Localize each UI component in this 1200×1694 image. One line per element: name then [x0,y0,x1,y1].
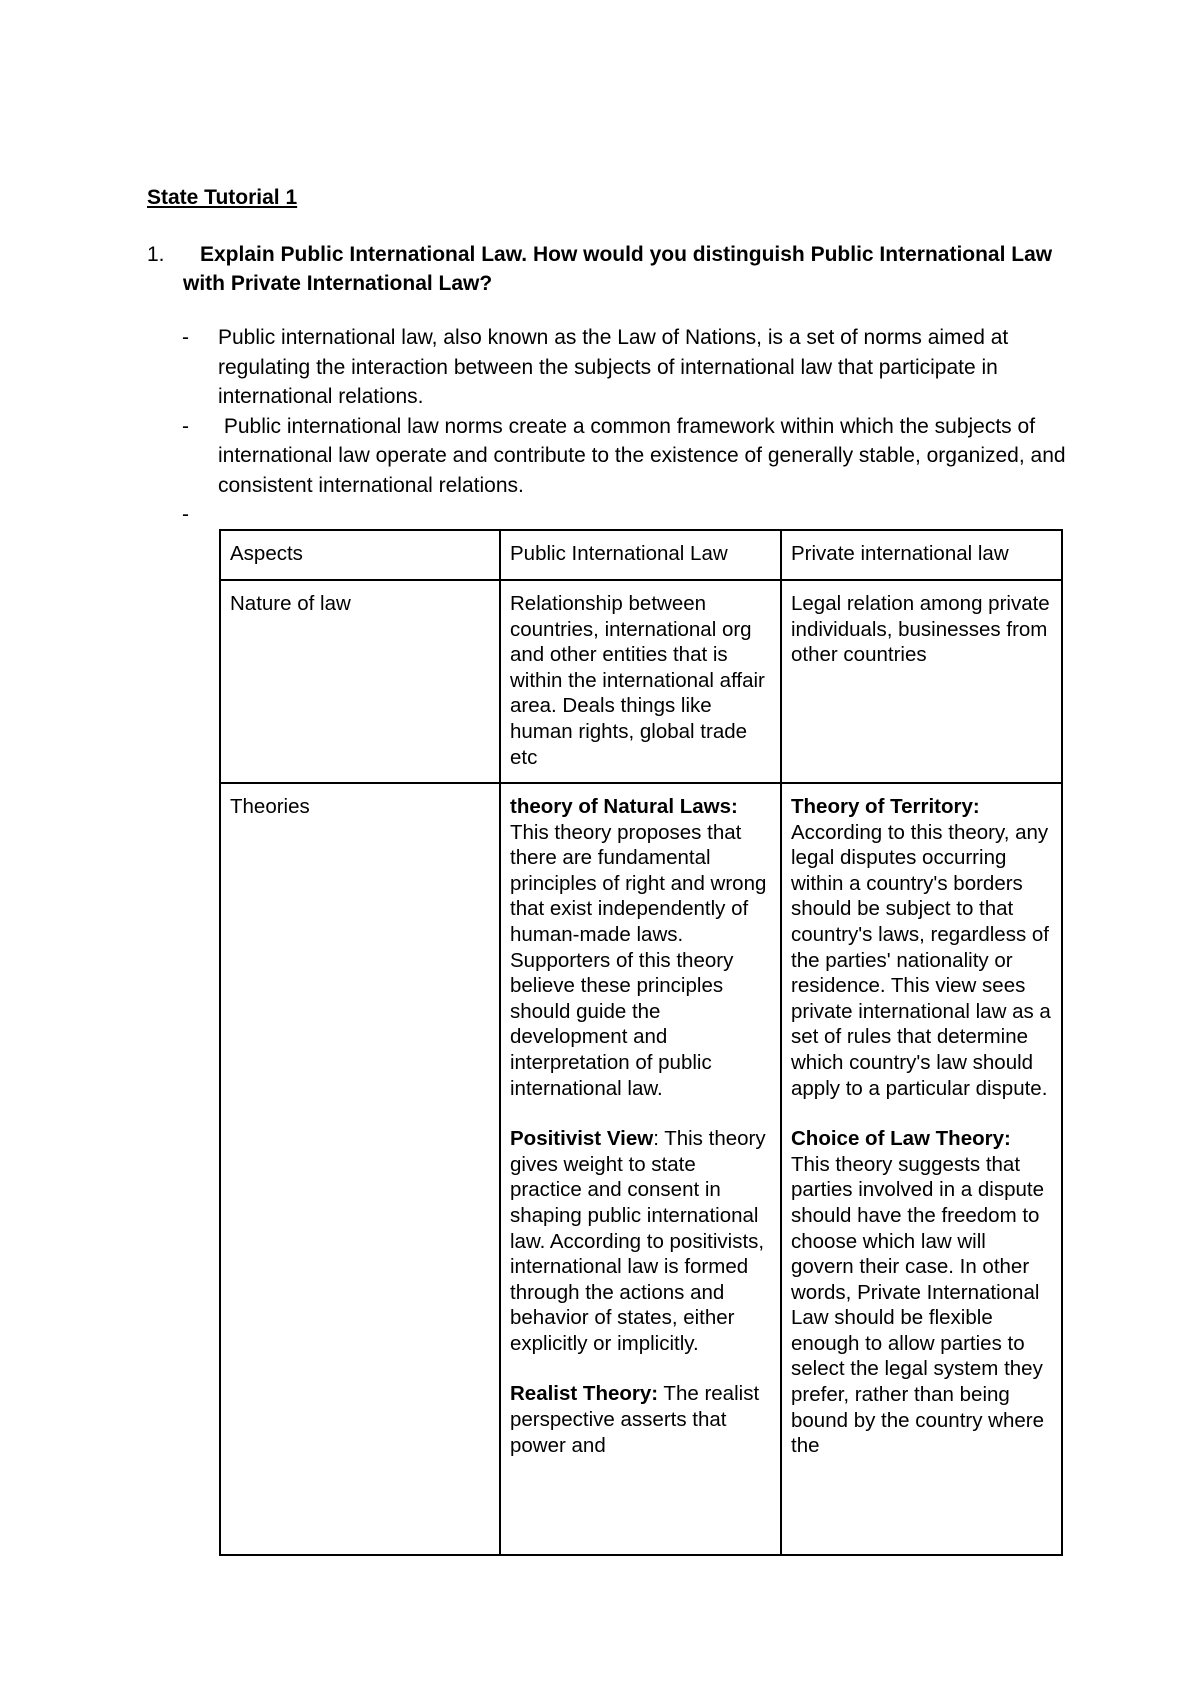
comparison-table [219,529,1063,1556]
theory-natural-laws [510,794,771,1101]
theory-name: Theory of Territory: [791,795,980,818]
cell-aspect-theories: Theories [220,783,500,1555]
theory-text: According to this theory, any legal disputes occurring within a country's borders should be subject to that country's laws, regardless of the parties' nationality or residence. This view sees private international law as a set of rules that determine which country's law should apply to a particular dispute. [791,820,1051,1100]
header-public-law: Public International Law [500,530,781,580]
question-number: 1. [147,243,165,266]
question-1 [147,240,1067,298]
theory-name: Choice of Law Theory: [791,1127,1011,1151]
question-text: Explain Public International Law. How would you distinguish Public International Law with Private International Law? [183,243,1053,295]
cell-aspect-nature: Nature of law [220,580,500,783]
bullet-item [182,500,1072,530]
cell-public-theories [500,783,781,1555]
theory-text: The realist perspective asserts that power and [510,1382,760,1457]
bullet-text [218,503,224,526]
bullet-item [182,323,1072,412]
table-row-nature-of-law [220,580,1062,783]
theory-name: Positivist View [510,1127,654,1151]
cell-private-nature: Legal relation among private individuals, businesses from other countries [781,580,1062,783]
theory-name: theory of Natural Laws: [510,795,738,818]
theory-text: This theory proposes that there are fundamental principles of right and wrong that exist independently of human-made laws. Supporters of this theory believe these principles should guide the development and interpretation of public international law. [510,820,767,1100]
theory-name: Realist Theory: [510,1382,659,1406]
theory-text: : This theory gives weight to state practice and consent in shaping public international law. According to positivists, international law is formed through the actions and behavior of states, either explicitly or implicitly. [510,1127,766,1355]
answer-bullet-list [182,323,1072,530]
header-aspects: Aspects [220,530,500,580]
bullet-dash: - [182,414,189,438]
theory-choice-of-law [791,1126,1052,1459]
cell-private-theories [781,783,1062,1555]
bullet-text: Public international law norms create a common framework within which the subjects of international law operate and contribute to the existence of generally stable, organized, and consistent international relations. [218,414,1072,497]
theory-territory [791,794,1052,1101]
table-row-theories [220,783,1062,1555]
theory-positivist-view [510,1126,771,1356]
theory-realist [510,1381,771,1458]
cell-public-nature: Relationship between countries, international org and other entities that is within the international affair area. Deals things like human rights, global trade etc [500,580,781,783]
table-header-row [220,530,1062,580]
theory-text: This theory suggests that parties involved in a dispute should have the freedom to choose which law will govern their case. In other words, Private International Law should be flexible enough to allow parties to select the legal system they prefer, rather than being bound by the country where the [791,1152,1044,1458]
document-title: State Tutorial 1 [147,186,298,209]
bullet-dash: - [182,326,189,349]
header-private-law: Private international law [781,530,1062,580]
bullet-text: Public international law, also known as the Law of Nations, is a set of norms aimed at regulating the interaction between the subjects of international law that participate in international relations. [218,326,1009,408]
bullet-dash: - [182,503,189,526]
bullet-item [182,412,1072,501]
